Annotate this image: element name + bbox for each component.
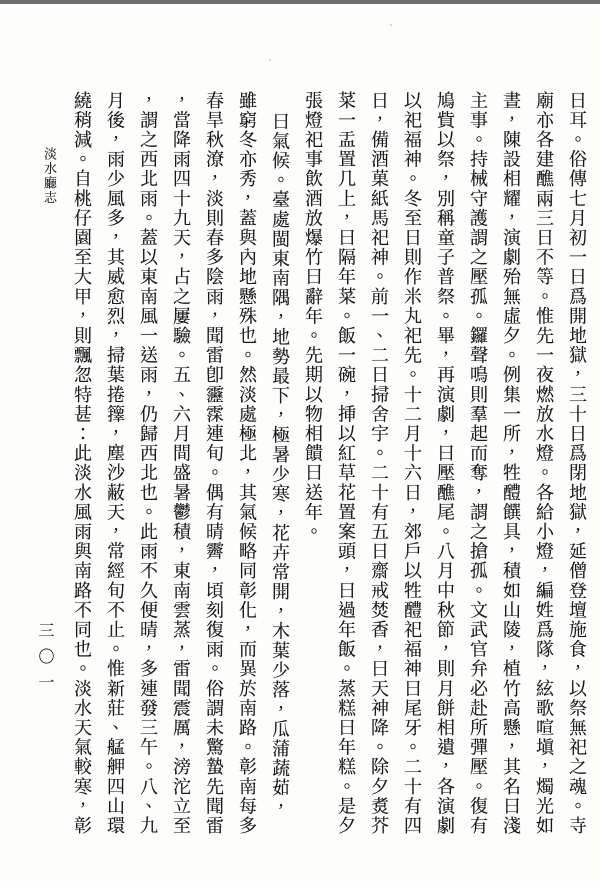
text-column-5: 鳩貲以祭，別稱童子普祭。畢，再演劇，曰壓醮尾。八月中秋節，則月餅相遺，各演劇 <box>435 91 455 836</box>
main-text-block <box>72 91 587 847</box>
book-title-vertical: 淡水廳志 <box>42 147 57 205</box>
text-column-15: 月後，雨少風多，其威愈烈，掃葉捲籜，塵沙蔽天，常經旬不止。惟新莊、艋舺四山環 <box>105 91 125 836</box>
text-column-8: 菜一盂置几上，曰隔年菜。飯一碗，挿以紅草花置案頭，曰過年飯。蒸糕曰年糕。是夕 <box>336 91 356 836</box>
text-column-3: 晝，陳設相耀，演劇殆無虛夕。例集一所，牲醴饌具，積如山陵，植竹高懸，其名曰淺 <box>501 91 521 836</box>
text-column-11: 雖窮冬亦秀，蓋與內地懸殊也。然淡處極北，其氣候略同彰化，而異於南路。彰南每多 <box>237 91 257 836</box>
scan-artifact-top-bar <box>0 0 600 4</box>
text-column-7: 日，備酒菓紙馬祀神。前一、二日掃舍宇。二十有五日齋戒焚香，曰天神降。除夕煑芥 <box>369 91 389 836</box>
scan-speck <box>269 59 271 61</box>
text-column-14: ，謂之西北雨。蓋以東南風一送雨，仍歸西北也。此雨不久便晴，多連發三午。八、九 <box>138 91 158 836</box>
text-column-9: 張燈祀事飲酒放爆竹曰辭年。先期以物相饋曰送年。 <box>303 91 323 542</box>
scan-speck <box>390 24 392 26</box>
text-column-12: 春旱秋潦，淡則春多陰雨，聞雷卽靋霂連旬。偶有晴霽，頃刻復雨。俗謂未驚蟄先聞雷 <box>204 91 224 836</box>
text-column-1: 日耳。俗傳七月初一日爲開地獄，三十日爲閉地獄，延僧登壇施食，以祭無祀之魂。寺 <box>567 91 587 836</box>
text-column-6: 以祀福神。冬至日則作米丸祀先。十二月十六日，郊戶以牲醴祀福神曰尾牙。二十有四 <box>402 91 422 836</box>
text-column-10-section-climate: 曰氣候。臺處閩東南隅，地勢最下，極暑少寒，花卉常開，木葉少落，瓜蒲蔬茹， <box>270 112 290 818</box>
text-column-2: 廟亦各建醮兩三日不等。惟先一夜燃放水燈。各給小燈，編姓爲隊，絃歌喧塡，燭光如 <box>534 91 554 836</box>
page-number: 三〇一 <box>36 622 53 700</box>
text-column-4: 主事。持械守護謂之壓孤。鑼聲鳴則羣起而奪，謂之搶孤。文武官弁必赴所彈壓。復有 <box>468 91 488 836</box>
text-column-13: ，當降雨四十九天，占之屢驗。五、六月間盛暑鬱積，東南雲蒸，雷聞震厲，滂沱立至 <box>171 91 191 836</box>
text-column-16: 繞稍減。自桃仔園至大甲，則飄忽特甚：此淡水風雨與南路不同也。淡水天氣較寒，彰 <box>72 91 92 836</box>
